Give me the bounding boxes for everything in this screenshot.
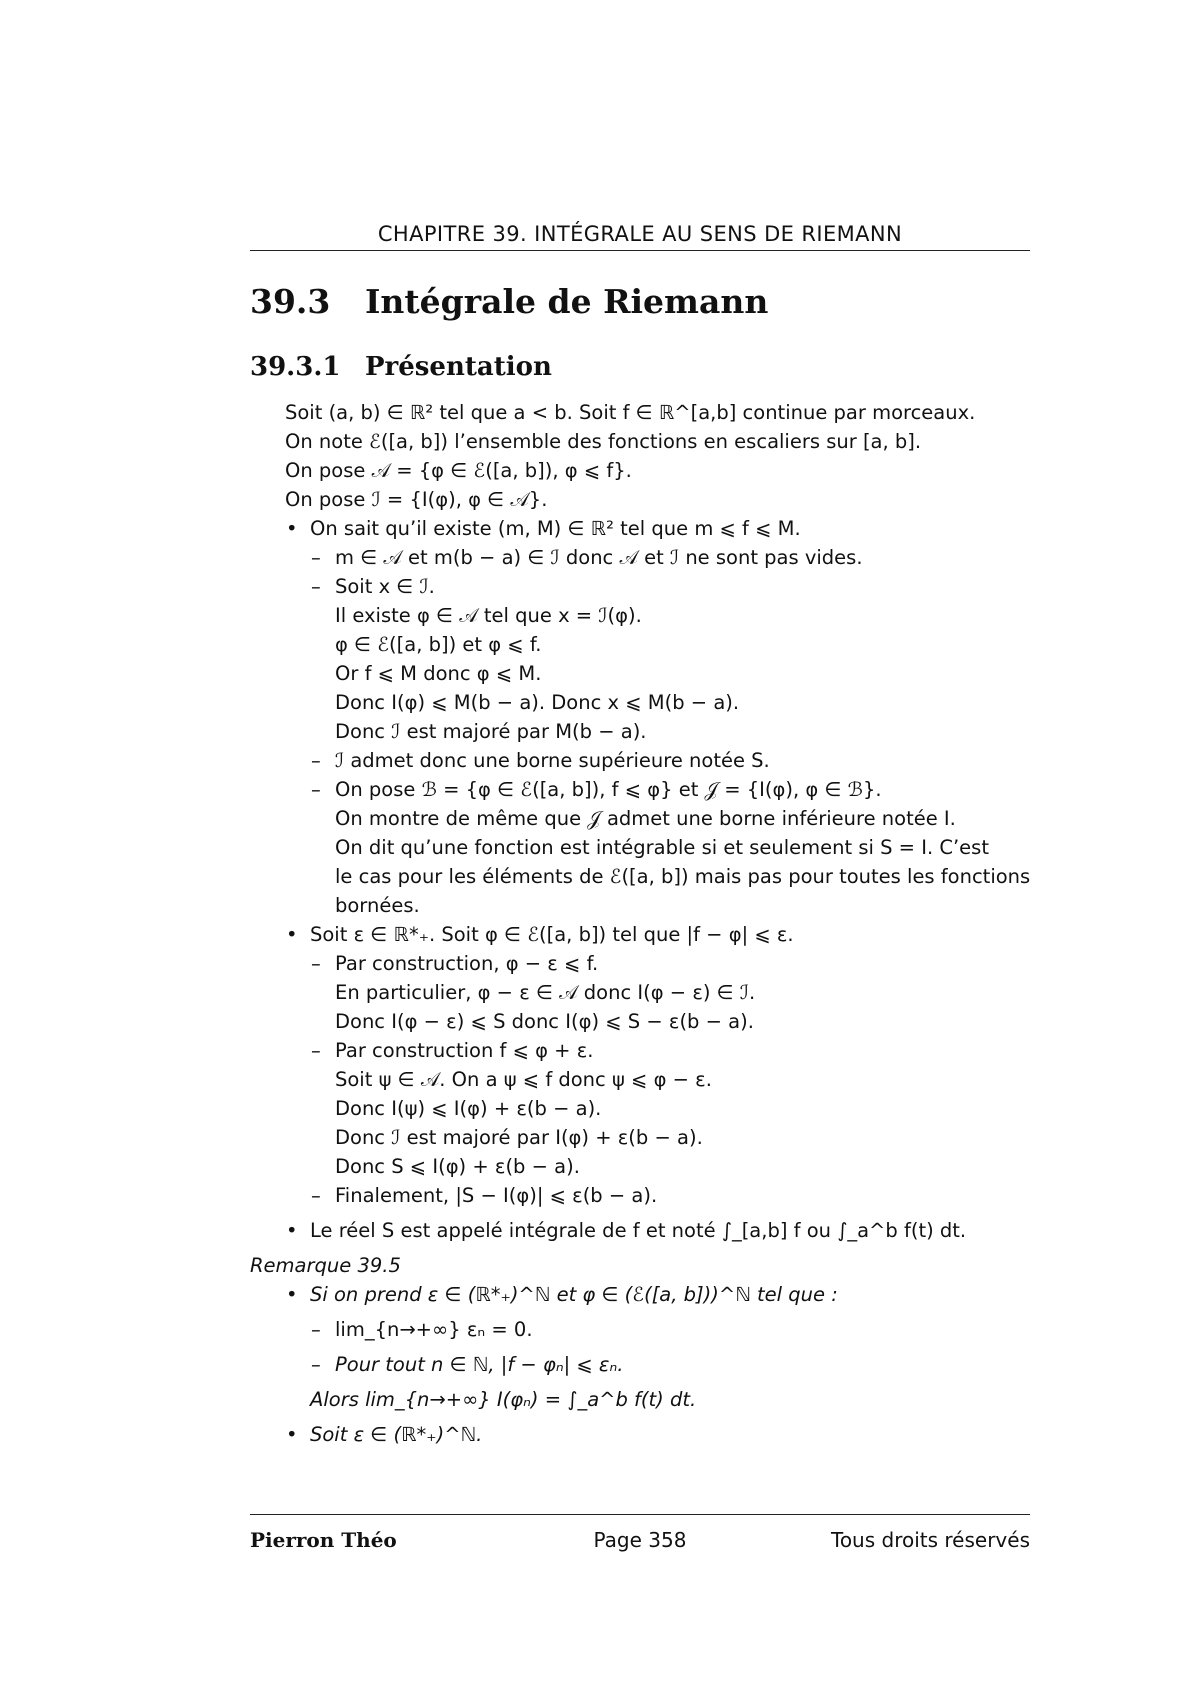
text-line: On pose ℐ = {I(φ), φ ∈ 𝒜}. [285, 488, 548, 511]
text-line: Donc I(ψ) ⩽ I(φ) + ε(b − a). [335, 1097, 602, 1120]
text-line: On montre de même que 𝒥 admet une borne inférieure notée I. [335, 807, 956, 830]
subsection-number: 39.3.1 [250, 352, 341, 382]
bullet-item: • Soit ε ∈ (ℝ*₊)^ℕ. [310, 1422, 482, 1448]
text-line: On pose 𝒜 = {φ ∈ ℰ([a, b]), φ ⩽ f}. [285, 459, 632, 482]
text-line: Donc S ⩽ I(φ) + ε(b − a). [335, 1155, 580, 1178]
subsection-title: Présentation [365, 352, 552, 382]
text-line: Remarque 39.5 [250, 1254, 401, 1277]
text-line: Il existe φ ∈ 𝒜 tel que x = ℐ(φ). [335, 604, 642, 627]
subsection-heading [250, 352, 552, 382]
text-line: Donc ℐ est majoré par I(φ) + ε(b − a). [335, 1126, 703, 1149]
section-heading [250, 282, 768, 321]
text-line: Soit (a, b) ∈ ℝ² tel que a < b. Soit f ∈ ℝ^[a,b] continue par morceaux. [285, 401, 976, 424]
bullet-item: • Soit ε ∈ ℝ*₊. Soit φ ∈ ℰ([a, b]) tel que |f − φ| ⩽ ε. [310, 922, 794, 948]
dash-item: – lim_{n→+∞} εₙ = 0. [335, 1317, 533, 1343]
footer-rights: Tous droits réservés [831, 1528, 1030, 1552]
text-line: Or f ⩽ M donc φ ⩽ M. [335, 662, 542, 685]
bullet-item: • Le réel S est appelé intégrale de f et noté ∫_[a,b] f ou ∫_a^b f(t) dt. [310, 1218, 966, 1244]
section-title: Intégrale de Riemann [365, 282, 769, 321]
text-line: bornées. [335, 894, 420, 917]
bullet-item: • Si on prend ε ∈ (ℝ*₊)^ℕ et φ ∈ (ℰ([a, b]))^ℕ tel que : [310, 1282, 838, 1308]
footer-rule [250, 1514, 1030, 1515]
dash-item: – On pose ℬ = {φ ∈ ℰ([a, b]), f ⩽ φ} et 𝒥 = {I(φ), φ ∈ ℬ}. [335, 777, 882, 803]
text-line: le cas pour les éléments de ℰ([a, b]) mais pas pour toutes les fonctions [335, 865, 1031, 888]
running-header: CHAPITRE 39. INTÉGRALE AU SENS DE RIEMANN [377, 222, 903, 246]
text-line: Donc I(φ − ε) ⩽ S donc I(φ) ⩽ S − ε(b − a). [335, 1010, 754, 1033]
text-line: On note ℰ([a, b]) l’ensemble des fonctions en escaliers sur [a, b]. [285, 430, 922, 453]
dash-item: – Soit x ∈ ℐ. [335, 574, 435, 600]
dash-item: – Par construction f ⩽ φ + ε. [335, 1038, 593, 1064]
bullet-item: • On sait qu’il existe (m, M) ∈ ℝ² tel que m ⩽ f ⩽ M. [310, 516, 801, 542]
text-line: Soit ψ ∈ 𝒜. On a ψ ⩽ f donc ψ ⩽ φ − ε. [335, 1068, 712, 1091]
dash-item: – Finalement, |S − I(φ)| ⩽ ε(b − a). [335, 1183, 657, 1209]
footer-author: Pierron Théo [250, 1528, 397, 1552]
text-line: Donc I(φ) ⩽ M(b − a). Donc x ⩽ M(b − a). [335, 691, 740, 714]
text-line: φ ∈ ℰ([a, b]) et φ ⩽ f. [335, 633, 542, 656]
text-line: Alors lim_{n→+∞} I(φₙ) = ∫_a^b f(t) dt. [310, 1388, 697, 1411]
text-line: En particulier, φ − ε ∈ 𝒜 donc I(φ − ε) ∈ ℐ. [335, 981, 756, 1004]
dash-item: – m ∈ 𝒜 et m(b − a) ∈ ℐ donc 𝒜 et ℐ ne sont pas vides. [335, 545, 863, 571]
footer-page-number: Page 358 [593, 1528, 687, 1552]
section-number: 39.3 [250, 282, 331, 321]
text-line: On dit qu’une fonction est intégrable si et seulement si S = I. C’est [335, 836, 989, 859]
dash-item: – Pour tout n ∈ ℕ, |f − φₙ| ⩽ εₙ. [335, 1352, 623, 1378]
dash-item: – Par construction, φ − ε ⩽ f. [335, 951, 598, 977]
header-rule [250, 250, 1030, 251]
dash-item: – ℐ admet donc une borne supérieure notée S. [335, 748, 770, 774]
text-line: Donc ℐ est majoré par M(b − a). [335, 720, 647, 743]
